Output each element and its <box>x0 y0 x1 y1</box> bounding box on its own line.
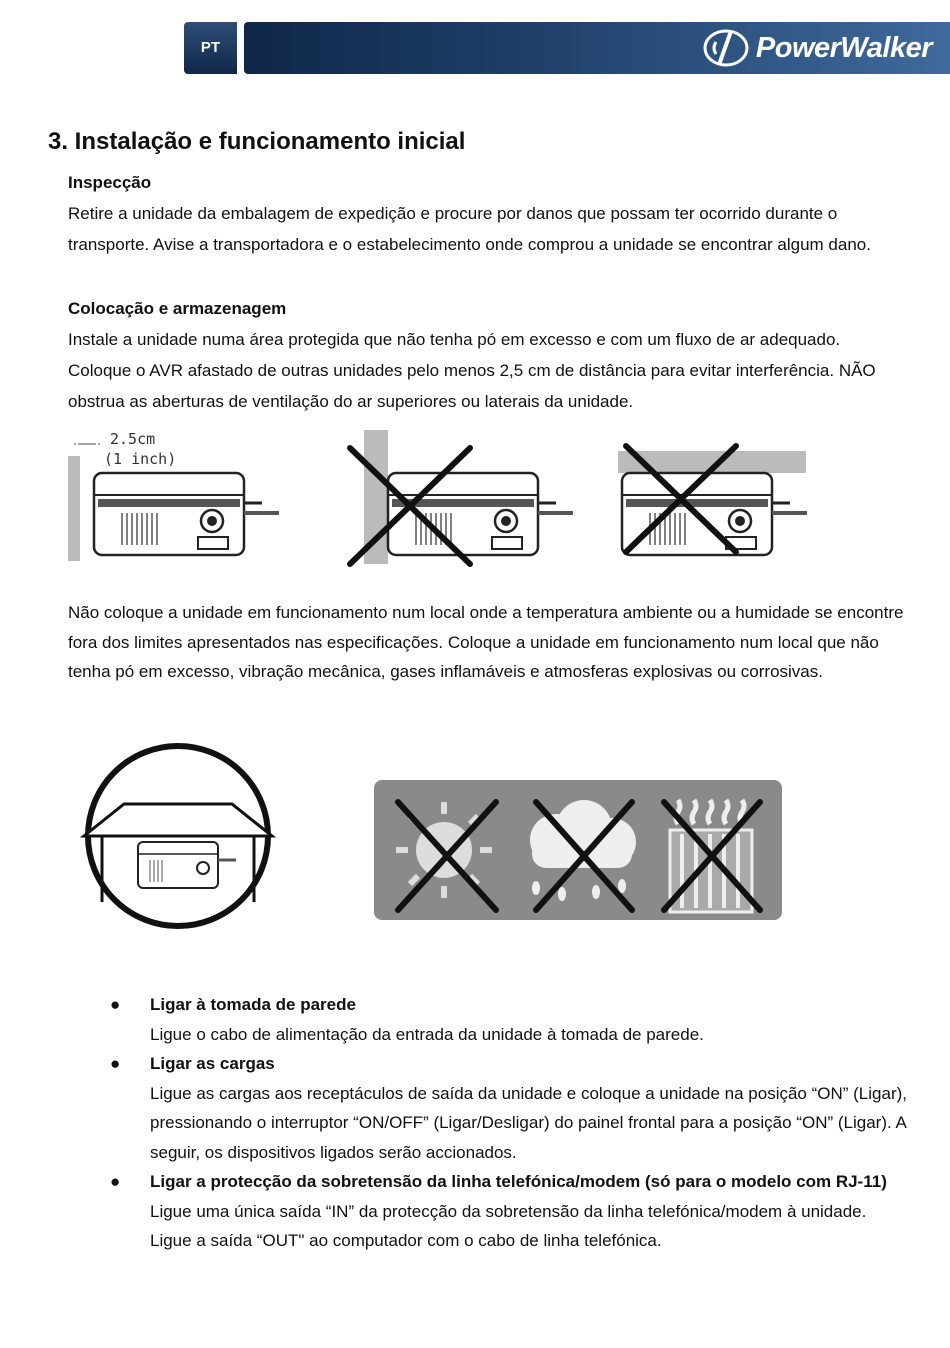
step-heading: Ligar as cargas <box>150 1054 275 1073</box>
ups-unit-icon <box>622 473 807 555</box>
step-text: Ligue uma única saída “IN” da protecção da sobretensão da linha telefónica/modem à unidade. Ligue a saída “OUT" ao computador com o cabo de linha telefónica. <box>150 1201 867 1250</box>
inspection-text: Retire a unidade da embalagem de expedição e procure por danos que possam ter ocorrido durante o transporte. Avise a transportadora e o estabelecimento onde comprou a unidade se encontrar algum dano. <box>68 204 871 254</box>
top-blocked-figure <box>618 446 807 555</box>
language-label: PT <box>200 39 221 56</box>
environment-text: Não coloque a unidade em funcionamento num local onde a temperatura ambiente ou a humidade se encontre fora dos limites apresentados nas especificações. Coloque a unidade em funcionamento num local que não tenha pó em excesso, vibração mecânica, gases inflamáveis e atmosferas explosivas ou corrosivas. <box>68 603 904 681</box>
brand-logo <box>702 28 932 68</box>
power-logo-icon <box>702 28 750 68</box>
correct-spacing-figure <box>68 430 279 561</box>
placement-heading: Colocação e armazenagem <box>68 299 287 318</box>
brand-name: PowerWalker <box>755 31 932 64</box>
hazards-panel <box>374 780 782 920</box>
placement-text: Instale a unidade numa área protegida que não tenha pó em excesso e com um fluxo de ar adequado. Coloque o AVR afastado de outras unidades pelo menos 2,5 cm de distância para evitar interferência. NÃO obstrua as aberturas de ventilação do ar superiores ou laterais da unidade. <box>68 330 876 411</box>
bullet-icon: ● <box>110 995 121 1014</box>
dim-metric-label: 2.5cm <box>110 430 156 448</box>
bullet-icon: ● <box>110 1172 121 1191</box>
inspection-heading: Inspecção <box>68 173 152 192</box>
language-tab <box>184 22 237 74</box>
wall-blocked-figure <box>350 430 573 564</box>
step-text: Ligue o cabo de alimentação da entrada da unidade à tomada de parede. <box>150 1024 704 1044</box>
header-banner <box>244 22 950 74</box>
environment-diagram <box>66 742 786 932</box>
step-text: Ligue as cargas aos receptáculos de saída da unidade e coloque a unidade na posição “ON” (Ligar), pressionando o interruptor “ON/OFF” (Ligar/Desligar) do painel frontal para a posição “ON” (Ligar). A seguir, os dispositivos ligados serão accionados. <box>150 1083 907 1162</box>
placement-diagram <box>66 426 816 571</box>
dim-imperial-label: (1 inch) <box>104 450 177 468</box>
ups-unit-icon <box>94 473 279 555</box>
bullet-icon: ● <box>110 1054 121 1073</box>
sheltered-unit-figure <box>84 746 272 926</box>
step-heading: Ligar a protecção da sobretensão da linha telefónica/modem (só para o modelo com RJ-11) <box>150 1172 887 1191</box>
step-heading: Ligar à tomada de parede <box>150 995 356 1014</box>
section-title: 3. Instalação e funcionamento inicial <box>48 128 466 155</box>
